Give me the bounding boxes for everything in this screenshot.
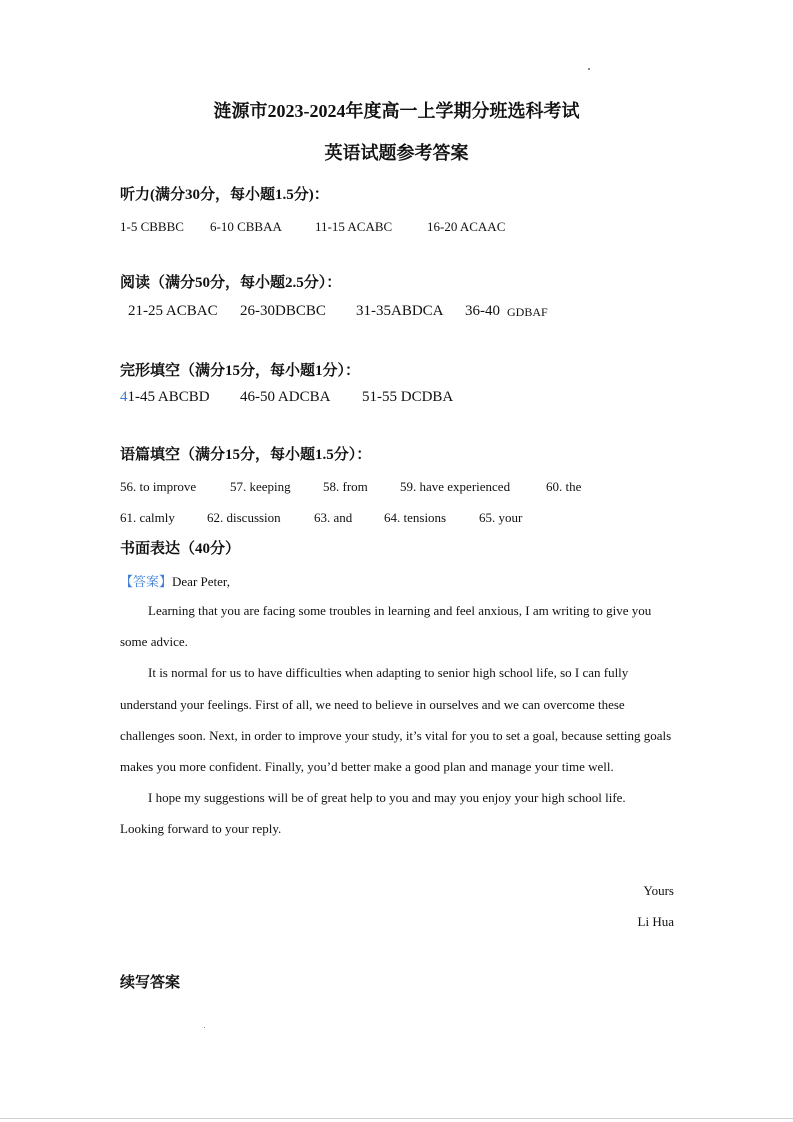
grammar-answer: 58. from [323,479,368,494]
listening-answer: 11-15 ACABC [315,219,393,234]
page-bottom-edge [0,1118,793,1119]
grammar-answer: 64. tensions [384,510,447,525]
grammar-answer: 63. and [314,510,353,525]
writing-body [120,595,675,845]
grammar-answer: 57. keeping [230,479,291,494]
reading-answer: 21-25 ACBAC [128,303,218,319]
reading-answer: 26-30DBCBC [240,303,326,319]
grammar-answer: 62. discussion [207,510,281,525]
scan-speck [204,1027,205,1028]
reading-answer: 36-40 [465,303,500,319]
grammar-answer: 65. your [479,510,523,525]
answer-tag: 【答案】 [120,574,173,589]
page-title: 涟源市2023-2024年度高一上学期分班选科考试 [213,101,580,121]
cloze-first-rest: 1-45 ABCBD [127,389,210,405]
writing-paragraph: I hope my suggestions will be of great help to you and may you enjoy your high school life. [148,790,626,806]
grammar-answer: 59. have experienced [400,479,511,494]
signoff: Yours [643,883,674,898]
salutation: Dear Peter, [172,574,230,589]
cloze-answer-first [120,389,210,406]
listening-answer: 16-20 ACAAC [427,219,506,234]
grammar-heading: 语篇填空（满分15分，每小题1.5分）： [120,447,372,463]
listening-answer: 1-5 CBBBC [120,219,184,234]
grammar-answer: 56. to improve [120,479,197,494]
writing-answer-line [120,571,230,590]
grammar-answer: 61. calmly [120,510,175,525]
signature: Li Hua [637,914,674,929]
writing-closing-line: Looking forward to your reply. [120,821,282,837]
listening-answers [0,219,793,237]
grammar-answers-row2 [0,510,793,528]
cloze-answer: 51-55 DCDBA [362,389,454,405]
listening-heading: 听力(满分30分，每小题1.5分)： [120,187,329,203]
reading-heading: 阅读（满分50分，每小题2.5分）： [120,275,342,291]
cloze-answer: 46-50 ADCBA [240,389,331,405]
listening-answer: 6-10 CBBAA [210,219,282,234]
grammar-answers-row1 [0,479,793,497]
cloze-answers [0,389,793,409]
grammar-answer: 60. the [546,479,582,494]
cloze-first-digit: 4 [120,389,128,405]
reading-answer: 31-35ABDCA [356,303,444,319]
writing-paragraph: It is normal for us to have difficulties when adapting to senior high school life, so I can fully understand your feelings. First of all, we need to believe in ourselves and we can overcome these challenges soon. Next, in order to improve your study, it’s vital for you to set a goal, because setting goals makes you more confident. Finally, you’d better make a good plan and manage your time well. [120,665,672,775]
writing-heading: 书面表达（40分） [120,541,241,557]
cloze-heading: 完形填空（满分15分，每小题1分）： [120,363,361,379]
writing-paragraph: Learning that you are facing some troubles in learning and feel anxious, I am writing to give you some advice. [120,603,652,650]
reading-answer-small: GDBAF [507,305,548,319]
reading-answers [0,303,793,323]
page-subtitle: 英语试题参考答案 [324,143,469,163]
continuation-heading: 续写答案 [120,975,181,991]
scan-speck [588,68,590,70]
